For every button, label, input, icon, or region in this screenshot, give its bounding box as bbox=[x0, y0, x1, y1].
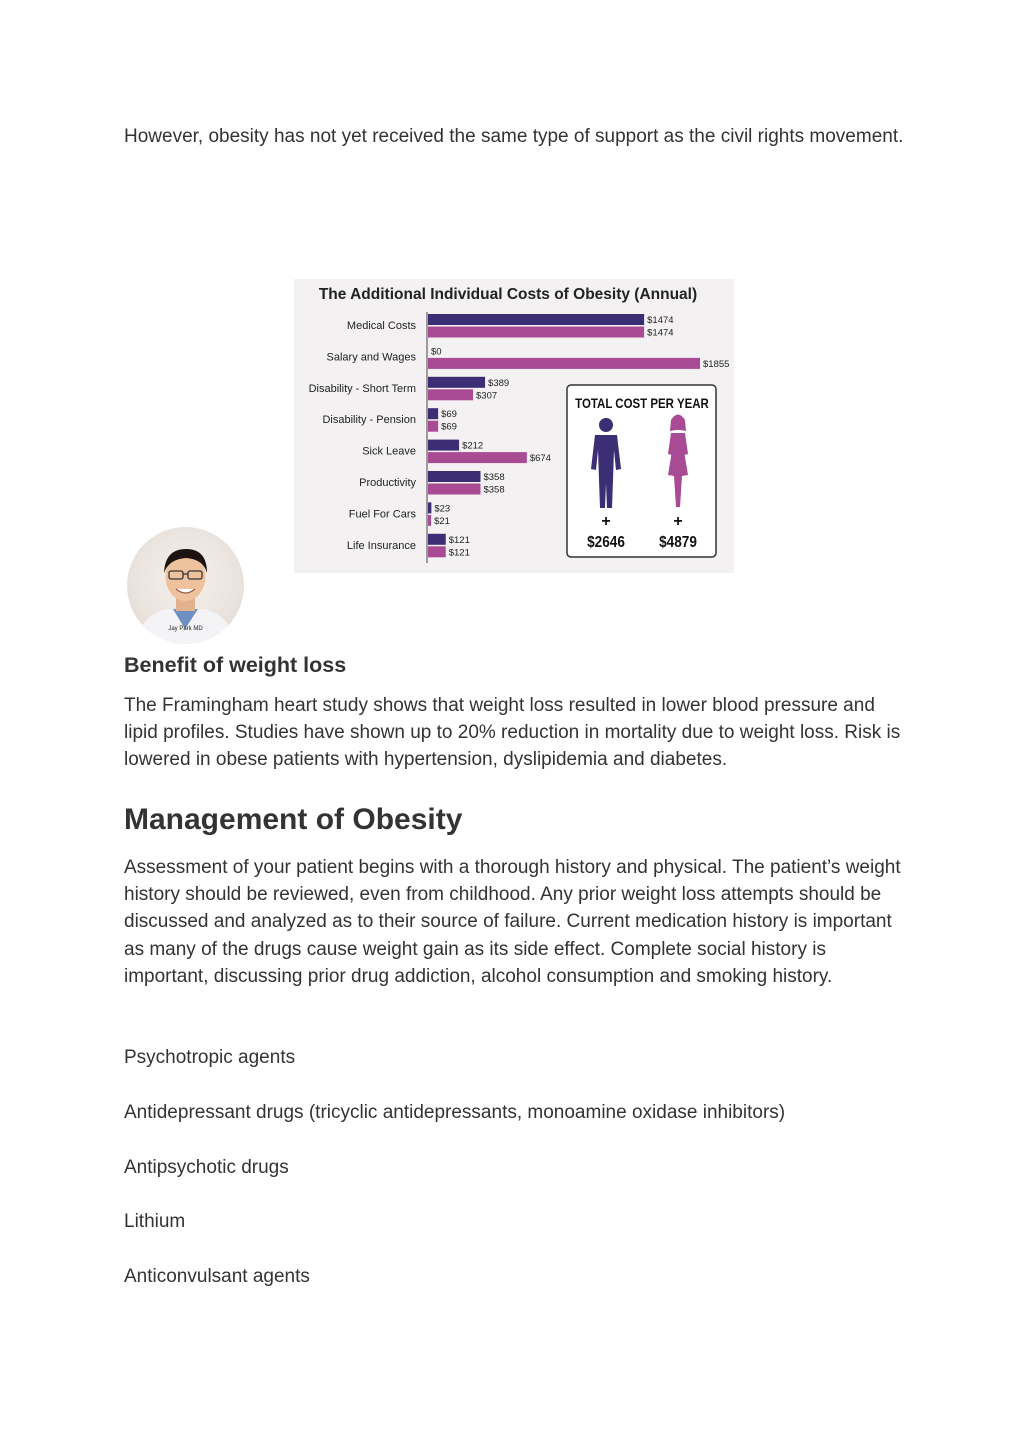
bar-value-label: $1474 bbox=[647, 315, 674, 326]
bar-value-label: $0 bbox=[431, 346, 442, 358]
bar-series-1 bbox=[428, 377, 485, 388]
bar-value-label: $358 bbox=[483, 484, 505, 496]
list-item: Lithium bbox=[124, 1211, 186, 1232]
category-label: Sick Leave bbox=[362, 445, 416, 458]
bar-value-label: $121 bbox=[448, 547, 470, 559]
list-item: Anticonvulsant agents bbox=[124, 1266, 310, 1287]
total-cost-heading: TOTAL COST PER YEAR bbox=[575, 394, 709, 412]
bar-value-label: $69 bbox=[441, 421, 457, 433]
author-avatar bbox=[127, 527, 244, 644]
list-item: Antidepressant drugs (tricyclic antidepressants, monoamine oxidase inhibitors) bbox=[124, 1102, 786, 1123]
management-paragraph: Assessment of your patient begins with a thorough history and physical. The patient’s weight history should be reviewed, even from childhood. Any prior weight loss attempts should be discussed and analyzed as to their source of failure. Current medication history is important as many of the drugs cause weight gain as its side effect. Complete social history is important, discussing prior drug addiction, alcohol consumption and smoking history. bbox=[124, 857, 901, 987]
bar-series-2 bbox=[428, 327, 644, 338]
bar-series-2 bbox=[428, 389, 473, 400]
bar-value-label: $1855 bbox=[703, 358, 730, 370]
bar-value-label: $307 bbox=[476, 390, 498, 402]
intro-paragraph: However, obesity has not yet received the same type of support as the civil rights movement. bbox=[124, 126, 904, 147]
category-label: Disability - Pension bbox=[322, 414, 416, 427]
bar-value-label: $23 bbox=[434, 503, 451, 515]
bar-value-label: $21 bbox=[434, 515, 450, 527]
list-item: Psychotropic agents bbox=[124, 1047, 296, 1068]
bar-value-label: $358 bbox=[483, 472, 505, 483]
bar-series-2 bbox=[428, 452, 527, 463]
bar-value-label: $674 bbox=[529, 453, 551, 465]
category-label: Life Insurance bbox=[346, 539, 416, 552]
category-label: Salary and Wages bbox=[326, 351, 416, 364]
male-plus-sign: + bbox=[601, 513, 611, 530]
female-total-cost: $4879 bbox=[659, 534, 697, 552]
bar-value-label: $121 bbox=[448, 534, 470, 546]
chart-title: The Additional Individual Costs of Obesity (Annual) bbox=[318, 286, 698, 303]
bar-series-2 bbox=[428, 484, 480, 495]
bar-value-label: $212 bbox=[462, 440, 484, 452]
male-total-cost: $2646 bbox=[587, 534, 625, 552]
female-plus-sign: + bbox=[673, 513, 683, 530]
category-label: Productivity bbox=[359, 477, 416, 489]
bar-series-1 bbox=[428, 534, 446, 545]
bar-series-1 bbox=[428, 314, 644, 325]
bar-value-label: $389 bbox=[488, 377, 510, 389]
obesity-costs-chart bbox=[294, 279, 734, 573]
bar-series-1 bbox=[428, 408, 438, 419]
benefit-heading: Benefit of weight loss bbox=[124, 653, 347, 677]
bar-series-1 bbox=[428, 471, 480, 482]
total-cost-box bbox=[567, 385, 716, 557]
bar-series-1 bbox=[428, 502, 431, 513]
category-label: Medical Costs bbox=[346, 320, 416, 332]
bar-value-label: $69 bbox=[441, 409, 457, 421]
category-label: Disability - Short Term bbox=[308, 382, 416, 395]
benefit-paragraph: The Framingham heart study shows that weight loss resulted in lower blood pressure and lipid profiles. Studies have shown up to 20% reduction in mortality due to weight loss. Risk is lowered in obese patients with hypertension, dyslipidemia and diabetes. bbox=[124, 695, 901, 771]
bar-value-label: $1474 bbox=[647, 327, 674, 339]
bar-series-1 bbox=[428, 440, 459, 451]
bar-series-2 bbox=[428, 546, 446, 557]
management-heading: Management of Obesity bbox=[124, 803, 463, 836]
bar-series-2 bbox=[428, 358, 700, 369]
bar-series-2 bbox=[428, 421, 438, 432]
avatar-caption: Jay Park MD bbox=[168, 626, 203, 632]
list-item: Antipsychotic drugs bbox=[124, 1157, 289, 1178]
bar-series-2 bbox=[428, 515, 431, 526]
category-label: Fuel For Cars bbox=[348, 508, 416, 521]
